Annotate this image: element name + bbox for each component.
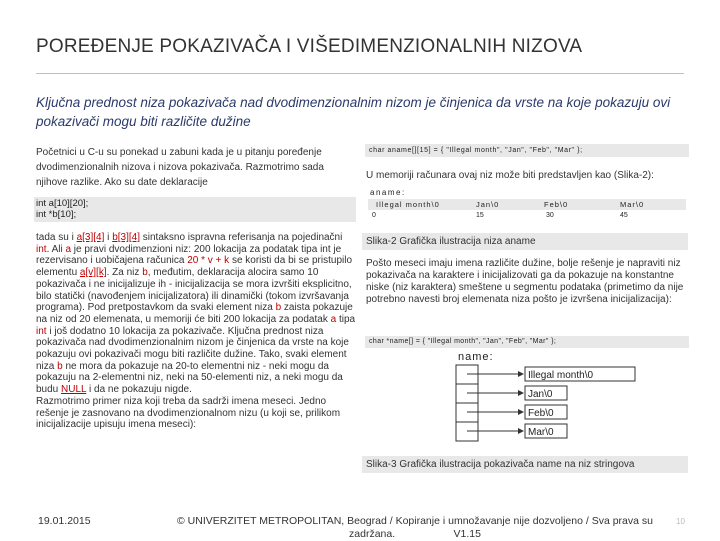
grid-index: 30 — [546, 212, 554, 219]
grid-index: 45 — [620, 212, 628, 219]
arrow-head — [518, 390, 524, 396]
name-code-box: char *name[] = { "Illegal month", "Jan", "Feb", "Mar" }; — [365, 336, 689, 348]
pointer-array-diagram — [368, 350, 686, 450]
code-line: int *b[10]; — [36, 209, 77, 220]
string-text: Feb\0 — [528, 408, 554, 419]
arrow-head — [518, 428, 524, 434]
grid-label: aname: — [370, 188, 406, 197]
grid-index: 15 — [476, 212, 484, 219]
string-text: Mar\0 — [528, 427, 554, 438]
code-line: int a[10][20]; — [36, 198, 89, 209]
footer-date: 19.01.2015 — [38, 515, 91, 527]
grid-cell: Jan\0 — [476, 200, 500, 209]
footer-copyright: © UNIVERZITET METROPOLITAN, Beograd / Kopiranje i umnožavanje nije dozvoljeno / Sva prava su zadržana. V1.15 — [177, 515, 653, 540]
grid-cell: Feb\0 — [544, 200, 569, 209]
grid-cell: Mar\0 — [620, 200, 645, 209]
string-text: Illegal month\0 — [528, 370, 594, 381]
intro-paragraph: Početnici u C-u su ponekad u zabuni kada je u pitanju poređenje dvodimenzionalnih nizova i nizova pokazivača. Razmotrimo sada njihove razlike. Ako su date deklaracije — [36, 147, 324, 188]
aname-code-box: char aname[][15] = { "Illegal month", "Jan", "Feb", "Mar" }; — [365, 144, 689, 157]
grid-cell: Illegal month\0 — [376, 200, 440, 209]
title-divider — [36, 73, 684, 74]
string-text: Jan\0 — [528, 389, 553, 400]
arrow-head — [518, 409, 524, 415]
page-number: 10 — [676, 517, 685, 526]
pointer-solution-paragraph: Pošto meseci imaju imena različite dužine, bolje rešenje je napraviti niz pokazivača na karaktere i inicijalizovati ga da pokazuje na konstantne niske (niz karaktera) smeštene u segmentu podataka (primetimo da nije potrebno navesti broj elemenata niza pošto je izvršena inicijalizacija): — [366, 258, 684, 305]
explanation-paragraph: tada su i a[3][4] i b[3][4] sintaksno ispravna referisanja na pojedinačni int. Ali a je pravi dvodimenzioni niz: 200 lokacija za podatak tipa int je rezervisano i uobičajena računica 20 * v + k se koristi da bi se pristupilo elementu a[v][k]. Za niz b, međutim, deklaracija alocira samo 10 pokazivača i ne inicijalizuje ih - inicijalizacija se mora izvršiti eksplicitno, bilo statički (navođenjem inicijalizatora) ili dinamički (tokom izvršavanja programa). Pod pretpostavkom da svaki element niza b zaista pokazuje na niz od 20 elemenata, u memoriji će biti 200 lokacija za podatak a tipa int i još dodatno 10 lokacija za pokazivače. Ključna prednost niza pokazivača nad dvodimenzionalnim nizom je činjenica da vrste na koje pokazuju ovi pokazivači mogu biti različite dužine. Tako, svaki element niza b ne mora da pokazuje na 20-to elementni niz - neki mogu da pokazuju na 2-elementni niz, neki na 50-elementi niz, a neki mogu da budu NULL i da ne pokazuju nigde. Razmotrimo primer niza koji treba da sadrži imena meseci. Jedno rešenje je zasnovano na dvodimenzionalnom nizu (u koji se, prilikom inicijalizacije upisuju imena meseci): — [36, 232, 356, 431]
declaration-code-box — [34, 197, 356, 222]
slide-subtitle: Ključna prednost niza pokazivača nad dvodimenzionalnim nizom je činjenica da vrste na koje pokazuju ovi pokazivači mogu biti različite dužine — [36, 95, 671, 129]
diagram-label: name: — [458, 351, 494, 363]
aname-memory-grid — [368, 188, 686, 222]
slide-title: POREĐENJE POKAZIVAČA I VIŠEDIMENZIONALNIH NIZOVA — [36, 36, 583, 57]
figure-caption-3: Slika-3 Grafička ilustracija pokazivača name na niz stringova — [362, 456, 688, 473]
arrow-head — [518, 371, 524, 377]
grid-index: 0 — [372, 212, 376, 219]
memory-text: U memoriji računara ovaj niz može biti predstavljen kao (Slika-2): — [366, 170, 654, 181]
figure-caption-2: Slika-2 Grafička ilustracija niza aname — [362, 233, 688, 250]
grid-row — [368, 199, 686, 210]
